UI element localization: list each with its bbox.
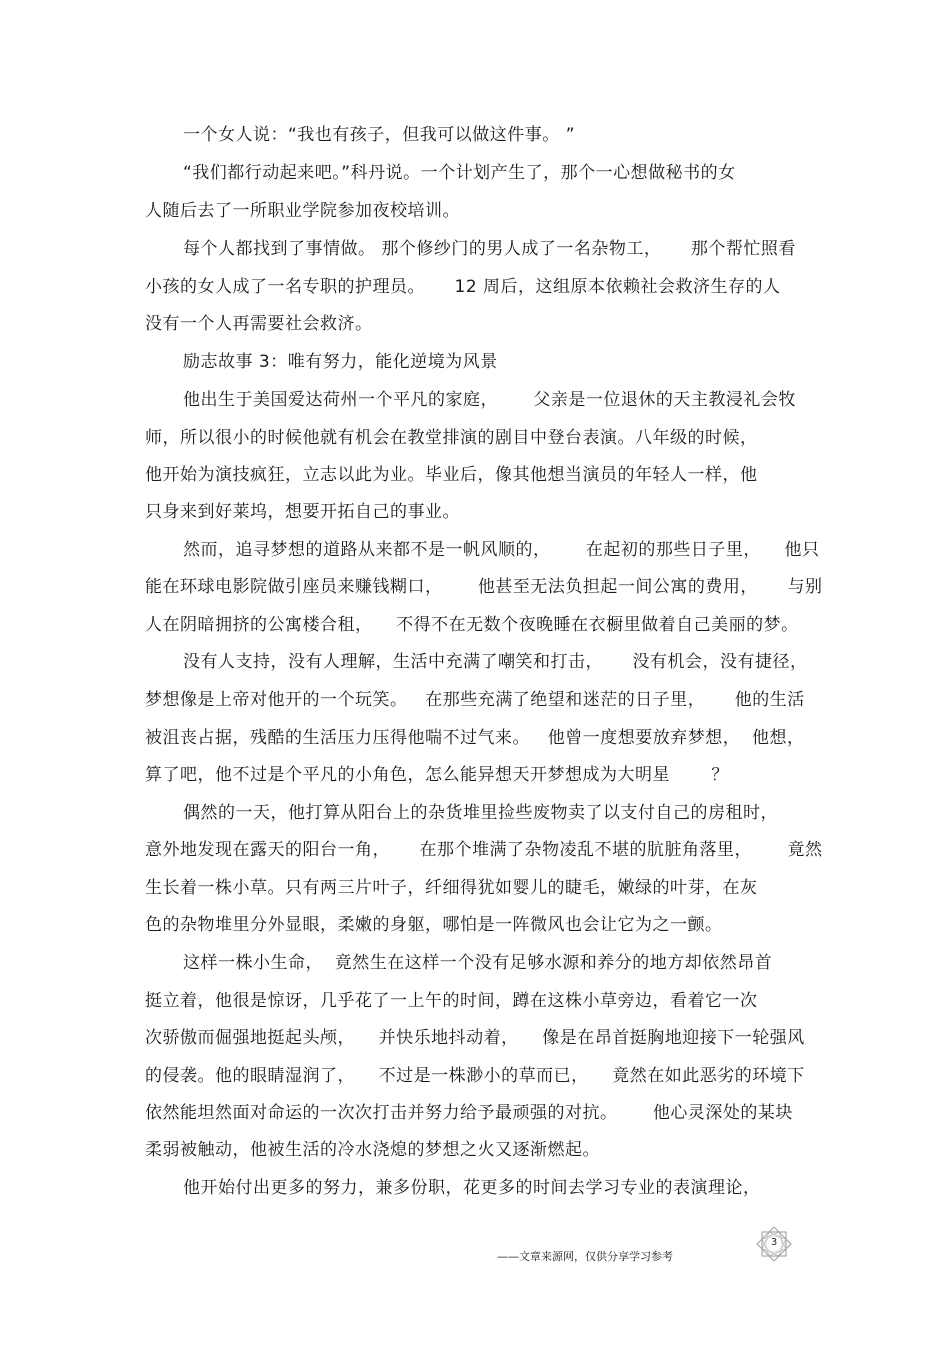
body-line: 没有一个人再需要社会救济。 <box>145 314 373 334</box>
body-line: 人在阴暗拥挤的公寓楼合租， 不得不在无数个夜晚睡在衣橱里做着自己美丽的梦。 <box>145 615 799 635</box>
body-line: 他开始付出更多的努力，兼多份职，花更多的时间去学习专业的表演理论， <box>183 1178 761 1198</box>
body-line: 色的杂物堆里分外显眼，柔嫩的身躯，哪怕是一阵微风也会让它为之一颤。 <box>145 915 723 935</box>
body-line: 没有人支持，没有人理解，生活中充满了嘲笑和打击， 没有机会，没有捷径， <box>183 652 808 672</box>
body-line: 能在环球电影院做引座员来赚钱糊口， 他甚至无法负担起一间公寓的费用， 与别 <box>145 577 823 597</box>
body-line: 的侵袭。他的眼睛湿润了， 不过是一株渺小的草而已， 竟然在如此恶劣的环境下 <box>145 1066 805 1086</box>
body-line: 次骄傲而倔强地挺起头颅， 并快乐地抖动着， 像是在昂首挺胸地迎接下一轮强风 <box>145 1028 805 1048</box>
body-line: 师，所以很小的时候他就有机会在教堂排演的剧目中登台表演。八年级的时候， <box>145 428 758 448</box>
body-line: “我们都行动起来吧。”科丹说。一个计划产生了，那个一心想做秘书的女 <box>183 163 736 183</box>
source-note: ——文章来源网，仅供分享学习参考 <box>497 1250 673 1263</box>
body-line: 意外地发现在露天的阳台一角， 在那个堆满了杂物凌乱不堪的肮脏角落里， 竟然 <box>145 840 823 860</box>
body-line: 小孩的女人成了一名专职的护理员。 12 周后，这组原本依赖社会救济生存的人 <box>145 277 781 297</box>
body-line: 梦想像是上帝对他开的一个玩笑。 在那些充满了绝望和迷茫的日子里， 他的生活 <box>145 690 805 710</box>
body-line: 生长着一株小草。只有两三片叶子，纤细得犹如婴儿的睫毛，嫩绿的叶芽，在灰 <box>145 878 758 898</box>
body-line: 偶然的一天，他打算从阳台上的杂货堆里捡些废物卖了以支付自己的房租时， <box>183 803 778 823</box>
body-line: 算了吧，他不过是个平凡的小角色，怎么能异想天开梦想成为大明星 ？ <box>145 765 729 785</box>
body-line: 人随后去了一所职业学院参加夜校培训。 <box>145 201 460 221</box>
body-line: 只身来到好莱坞，想要开拓自己的事业。 <box>145 502 460 522</box>
body-line: 被沮丧占据，残酷的生活压力压得他喘不过气来。 他曾一度想要放弃梦想， 他想， <box>145 728 805 748</box>
body-line: 挺立着，他很是惊讶，几乎花了一上午的时间，蹲在这株小草旁边，看着它一次 <box>145 991 758 1011</box>
page-number-badge <box>752 1222 796 1266</box>
page-number: 3 <box>770 1237 778 1248</box>
body-line: 依然能坦然面对命运的一次次打击并努力给予最顽强的对抗。 他心灵深处的某块 <box>145 1103 793 1123</box>
body-line: 每个人都找到了事情做。 那个修纱门的男人成了一名杂物工， 那个帮忙照看 <box>183 239 796 259</box>
body-line: 他开始为演技疯狂，立志以此为业。毕业后，像其他想当演员的年轻人一样，他 <box>145 465 758 485</box>
body-line: 然而，追寻梦想的道路从来都不是一帆风顺的， 在起初的那些日子里， 他只 <box>183 540 820 560</box>
body-line: 柔弱被触动，他被生活的冷水浇熄的梦想之火又逐渐燃起。 <box>145 1140 600 1160</box>
body-line: 一个女人说：“我也有孩子，但我可以做这件事。 ” <box>183 125 576 145</box>
body-line: 他出生于美国爱达荷州一个平凡的家庭， 父亲是一位退休的天主教浸礼会牧 <box>183 390 796 410</box>
section-heading: 励志故事 3：唯有努力，能化逆境为风景 <box>183 352 498 372</box>
body-line: 这样一株小生命， 竟然生在这样一个没有足够水源和养分的地方却依然昂首 <box>183 953 773 973</box>
